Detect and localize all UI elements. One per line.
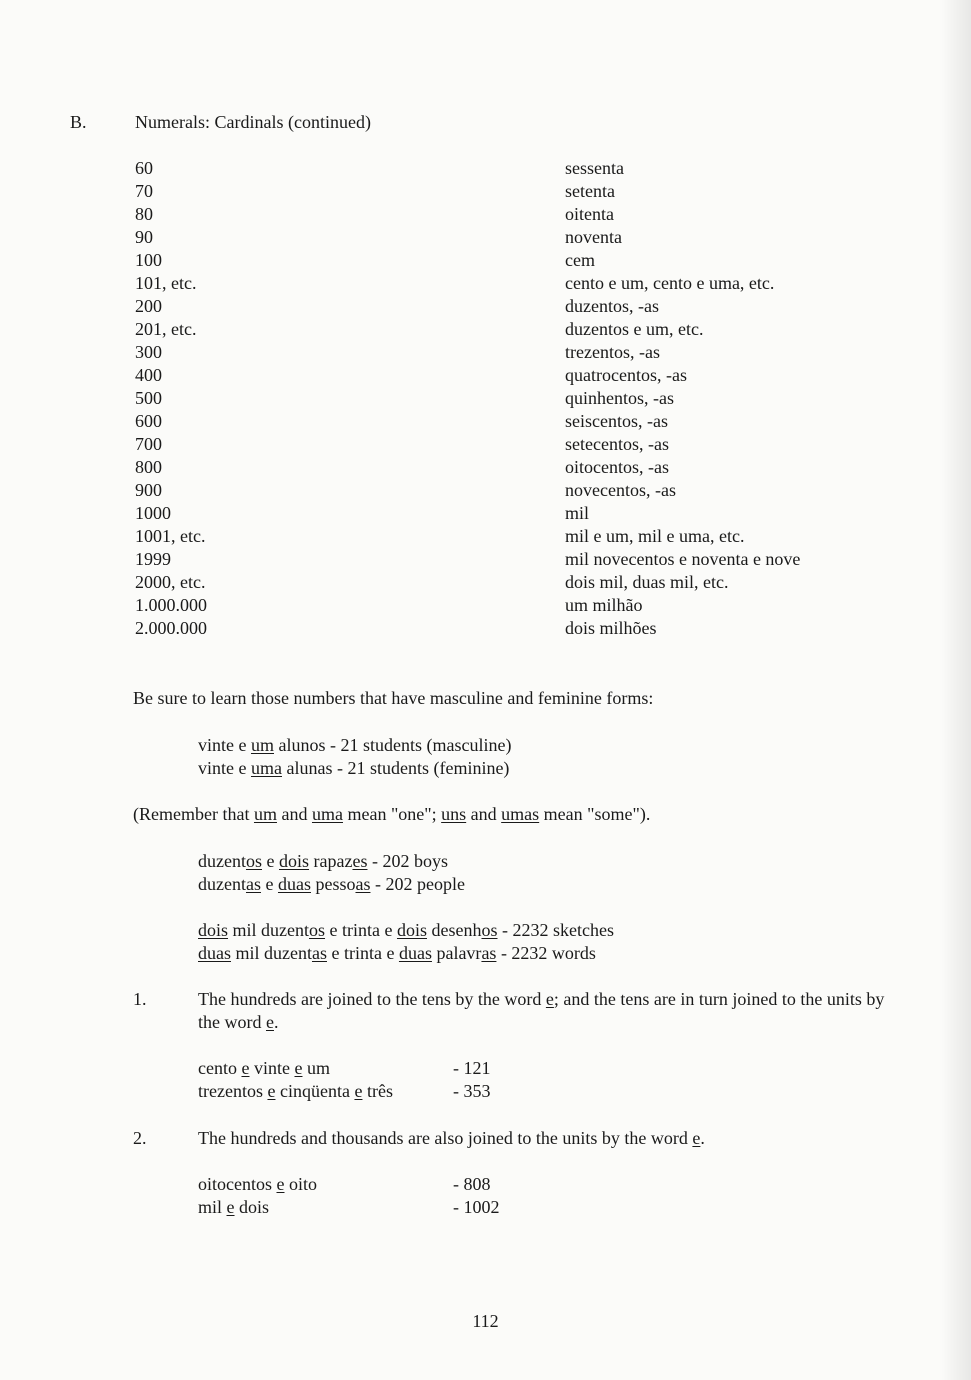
section-title: Numerals: Cardinals (continued) (135, 112, 371, 132)
numeral-words: trezentos, -as (565, 342, 660, 362)
example-value: - 353 (453, 1081, 491, 1101)
numeral-digits: 80 (135, 204, 153, 224)
example-words: trezentos e cinqüenta e três (198, 1081, 393, 1101)
numeral-digits: 400 (135, 365, 162, 385)
numeral-digits: 800 (135, 457, 162, 477)
example-words: oitocentos e oito (198, 1174, 318, 1194)
example-line: duas mil duzentas e trinta e duas palavras - 2232 words (198, 943, 596, 963)
numeral-digits: 900 (135, 480, 162, 500)
numeral-digits: 600 (135, 411, 162, 431)
example-line: dois mil duzentos e trinta e dois desenhos - 2232 sketches (198, 920, 614, 940)
numeral-words: novecentos, -as (565, 480, 676, 500)
numeral-words: oitocentos, -as (565, 457, 669, 477)
example-value: - 1002 (453, 1197, 500, 1217)
numeral-digits: 201, etc. (135, 319, 197, 339)
numeral-words: mil novecentos e noventa e nove (565, 549, 801, 569)
example-pair (198, 1080, 718, 1103)
numeral-digits: 1999 (135, 549, 171, 569)
numeral-digits: 700 (135, 434, 162, 454)
example-words: cento e vinte e um (198, 1058, 330, 1078)
rule-2-examples (198, 1173, 718, 1219)
numeral-digits: 200 (135, 296, 162, 316)
numeral-words: quatrocentos, -as (565, 365, 687, 385)
rule-number: 2. (133, 1128, 147, 1148)
page-number: 112 (472, 1311, 499, 1331)
numeral-digits: 90 (135, 227, 153, 247)
numeral-words: seiscentos, -as (565, 411, 668, 431)
numeral-words: mil (565, 503, 590, 523)
numeral-digits: 70 (135, 181, 153, 201)
gender-note: Be sure to learn those numbers that have masculine and feminine forms: (133, 688, 654, 708)
numeral-words: mil e um, mil e uma, etc. (565, 526, 745, 546)
numeral-words: duzentos e um, etc. (565, 319, 704, 339)
numeral-digits: 101, etc. (135, 273, 197, 293)
example-value: - 121 (453, 1058, 491, 1078)
numeral-words: cento e um, cento e uma, etc. (565, 273, 775, 293)
example-line: duzentos e dois rapazes - 202 boys (198, 851, 448, 871)
numeral-digits: 100 (135, 250, 162, 270)
remember-note: (Remember that um and uma mean "one"; uns and umas mean "some"). (133, 804, 651, 824)
rule-1-examples (198, 1057, 718, 1103)
example-pair (198, 1057, 718, 1080)
example-pair (198, 1196, 718, 1219)
numeral-words: noventa (565, 227, 622, 247)
numeral-digits: 1000 (135, 503, 171, 523)
numeral-digits: 500 (135, 388, 162, 408)
section-letter: B. (70, 112, 87, 132)
example-words: mil e dois (198, 1197, 270, 1217)
example-line: duzentas e duas pessoas - 202 people (198, 874, 465, 894)
numeral-words: sessenta (565, 158, 624, 178)
numeral-digits: 2000, etc. (135, 572, 206, 592)
numeral-words: dois milhões (565, 618, 657, 638)
page-edge-shadow (941, 0, 971, 1380)
numeral-digits: 300 (135, 342, 162, 362)
numeral-digits: 1001, etc. (135, 526, 206, 546)
example-block-2232 (198, 919, 614, 965)
numeral-digits: 1.000.000 (135, 595, 207, 615)
numeral-words: duzentos, -as (565, 296, 659, 316)
example-line: vinte e uma alunas - 21 students (feminine) (198, 758, 510, 778)
example-pair (198, 1173, 718, 1196)
example-block-duzentos (198, 850, 465, 896)
numeral-words: oitenta (565, 204, 614, 224)
example-value: - 808 (453, 1174, 491, 1194)
numeral-words: um milhão (565, 595, 643, 615)
example-block-vinte (198, 734, 511, 780)
numeral-digits: 2.000.000 (135, 618, 207, 638)
numeral-words: setecentos, -as (565, 434, 669, 454)
numeral-words: quinhentos, -as (565, 388, 674, 408)
rule-text: The hundreds and thousands are also joined to the units by the word e. (198, 1128, 705, 1148)
numeral-digits: 60 (135, 158, 153, 178)
example-line: vinte e um alunos - 21 students (masculine) (198, 735, 512, 755)
numeral-words: dois mil, duas mil, etc. (565, 572, 729, 592)
rule-number: 1. (133, 989, 147, 1009)
numeral-words: setenta (565, 181, 615, 201)
rule-text: The hundreds are joined to the tens by the word e; and the tens are in turn joined to the units by the word e. (198, 989, 885, 1032)
numeral-words: cem (565, 250, 595, 270)
